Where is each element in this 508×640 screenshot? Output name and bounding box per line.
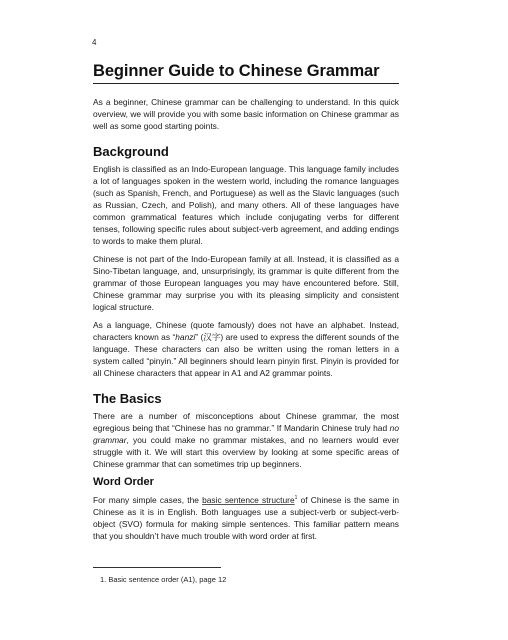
no-grammar-emphasis: no grammar <box>93 423 399 445</box>
hanzi-term: hanzi <box>175 332 196 342</box>
basics-paragraph-1 <box>93 410 399 470</box>
footnote-divider <box>93 567 221 568</box>
background-paragraph-1: English is classified as an Indo-European language. This language family includes a lot of languages spoken in the western world, including the romance languages (such as Spanish, French, and Portuguese) as well as the Slavic languages (such as Russian, Czech, and Polish), and many others. All of these languages have common grammatical features which include conjugating verbs for different tenses, following specific rules about subject-verb agreement, and adding endings to words to make them plural. <box>93 164 399 246</box>
word-order-paragraph-1 <box>93 492 399 542</box>
background-paragraph-3 <box>93 319 399 379</box>
basics-p1-text-a: There are a number of misconceptions about Chinese grammar, the most egregious being that “Chinese has no grammar.” If Mandarin Chinese truly had <box>93 411 399 433</box>
footnote: 1. Basic sentence order (A1), page 12 <box>100 575 227 584</box>
footnote-marker[interactable]: 1 <box>294 495 298 501</box>
basic-sentence-structure-link[interactable]: basic sentence structure <box>202 494 295 505</box>
main-content <box>93 62 399 542</box>
page-number: 4 <box>92 38 97 47</box>
word-order-p1-text-b: of Chinese is the same in Chinese as it is in English. Both languages use a subject-verb or subject-verb-object (SVO) formula for making simple sentences. This familiar pattern means that you shouldn’t have much trouble with word order at first. <box>93 494 399 541</box>
page-title: Beginner Guide to Chinese Grammar <box>93 62 399 84</box>
subsection-heading-word-order: Word Order <box>93 476 154 488</box>
background-paragraph-2: Chinese is not part of the Indo-European family at all. Instead, it is classified as a Sino-Tibetan language, and, unsurprisingly, its grammar is quite different from the grammar of those European languages you may have encountered before. Still, Chinese grammar may surprise you with its pleasing simplicity and consistent logical structure. <box>93 254 399 312</box>
section-heading-basics: The Basics <box>93 391 162 406</box>
intro-paragraph: As a beginner, Chinese grammar can be challenging to understand. In this quick overview, we will provide you with some basic information on Chinese grammar as well as some good starting points. <box>93 97 399 131</box>
section-heading-background: Background <box>93 144 169 159</box>
background-p3-text-b: ” (汉字) are used to express the different sounds of the language. These characters can also be written using the roman letters in a system called “pinyin.” All beginners should learn pinyin first. Pinyin is provided for all Chinese characters that appear in A1 and A2 grammar points. <box>93 332 399 378</box>
basics-p1-text-b: , you could make no grammar mistakes, and no learners would ever struggle with it. We will start this overview by looking at some specific areas of Chinese grammar that can sometimes trip up beginners. <box>93 435 399 469</box>
background-p3-text-a: As a language, Chinese (quote famously) does not have an alphabet. Instead, characters known as “ <box>93 320 399 342</box>
word-order-p1-text-a: For many simple cases, the <box>93 494 203 505</box>
